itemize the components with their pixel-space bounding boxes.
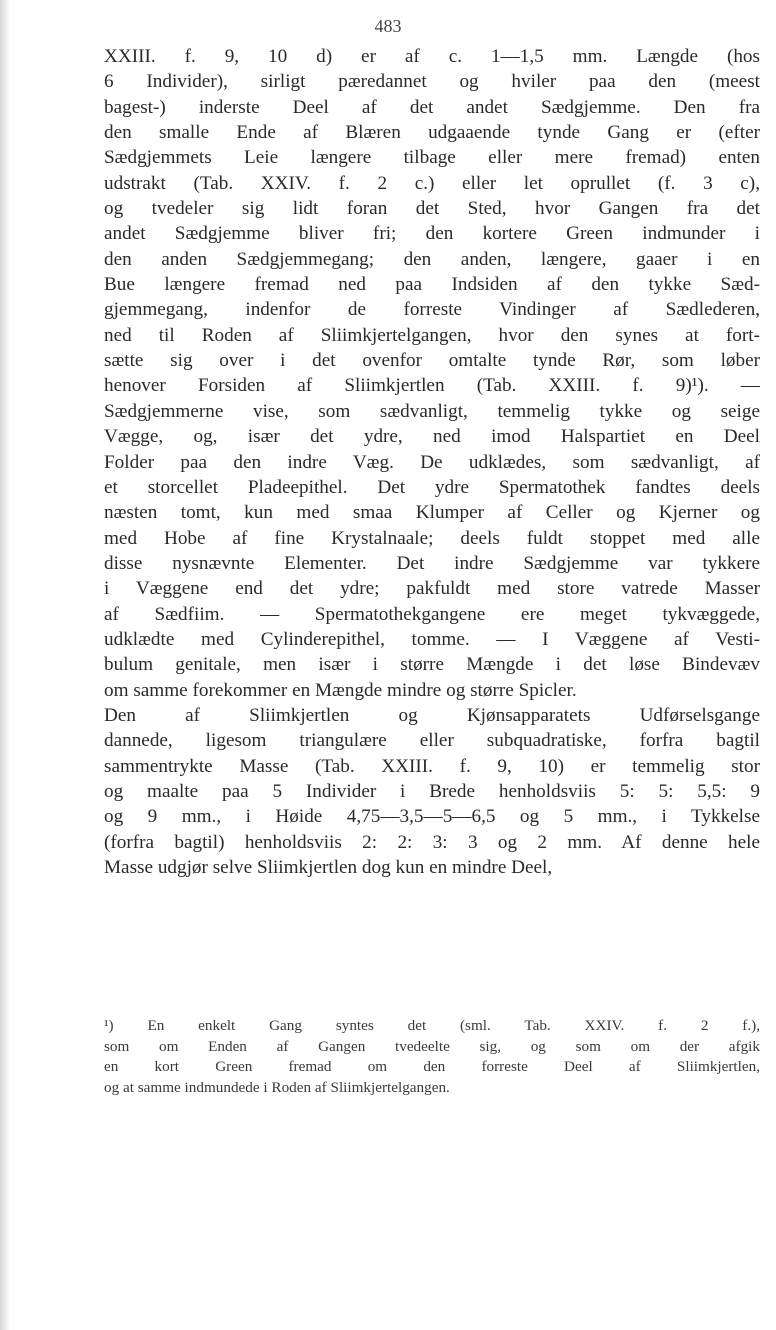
- text-line: (forfra bagtil) henholdsviis 2: 2: 3: 3 og 2 mm. Af denne hele: [104, 831, 760, 853]
- text-line: i Væggene end det ydre; pakfuldt med store vatrede Masser: [104, 578, 760, 600]
- text-line: 6 Individer), sirligt pæredannet og hviler paa den (meest: [104, 71, 760, 93]
- text-line: og 9 mm., i Høide 4,75—3,5—5—6,5 og 5 mm., i Tykkelse: [104, 806, 760, 828]
- footnote-line: som om Enden af Gangen tvedeelte sig, og som om der afgik: [104, 1037, 760, 1055]
- text-line: og maalte paa 5 Individer i Brede henholdsviis 5: 5: 5,5: 9: [104, 780, 760, 802]
- text-line: med Hobe af fine Krystalnaale; deels fuldt stoppet med alle: [104, 527, 760, 549]
- text-line: den smalle Ende af Blæren udgaaende tynde Gang er (efter: [104, 122, 760, 144]
- text-line: udstrakt (Tab. XXIV. f. 2 c.) eller let oprullet (f. 3 c),: [104, 172, 760, 194]
- text-line: Folder paa den indre Væg. De udklædes, som sædvanligt, af: [104, 451, 760, 473]
- text-line: disse nysnævnte Elementer. Det indre Sædgjemme var tykkere: [104, 552, 760, 574]
- footnote-line: ¹) En enkelt Gang syntes det (sml. Tab. XXIV. f. 2 f.),: [104, 1017, 760, 1034]
- text-line: XXIII. f. 9, 10 d) er af c. 1—1,5 mm. Længde (hos: [104, 46, 760, 67]
- text-line: bulum genitale, men især i større Mængde i det løse Bindevæv: [104, 654, 760, 676]
- footnote-line: og at samme indmundede i Roden af Sliimkjertelgangen.: [104, 1078, 450, 1096]
- body-text: [104, 44, 760, 880]
- text-line: og tvedeler sig lidt foran det Sted, hvor Gangen fra det: [104, 198, 760, 220]
- text-line: sammentrykte Masse (Tab. XXIII. f. 9, 10) er temmelig stor: [104, 755, 760, 777]
- text-line: den anden Sædgjemmegang; den anden, længere, gaaer i en: [104, 248, 760, 270]
- text-line: bagest-) inderste Deel af det andet Sædgjemme. Den fra: [104, 96, 760, 118]
- text-line: Den af Sliimkjertlen og Kjønsapparatets Udførselsgange: [104, 704, 760, 726]
- text-line: udklædte med Cylinderepithel, tomme. — I Væggene af Vesti-: [104, 628, 760, 650]
- text-line: ned til Roden af Sliimkjertelgangen, hvor den synes at fort-: [104, 324, 760, 346]
- text-line: et storcellet Pladeepithel. Det ydre Spermatothek fandtes deels: [104, 476, 760, 498]
- footnotes: [104, 1016, 760, 1098]
- text-line: af Sædfiim. — Spermatothekgangene ere meget tykvæggede,: [104, 603, 760, 625]
- text-line: dannede, ligesom triangulære eller subquadratiske, forfra bagtil: [104, 730, 760, 752]
- text-line: næsten tomt, kun med smaa Klumper af Celler og Kjerner og: [104, 502, 760, 524]
- text-line: Sædgjemmerne vise, som sædvanligt, temmelig tykke og seige: [104, 400, 760, 422]
- text-line: sætte sig over i det ovenfor omtalte tynde Rør, som løber: [104, 350, 760, 372]
- text-line: Sædgjemmets Leie længere tilbage eller mere fremad) enten: [104, 147, 760, 169]
- page-number: 483: [374, 16, 402, 36]
- text-line: henover Forsiden af Sliimkjertlen (Tab. XXIII. f. 9)¹). —: [104, 375, 760, 397]
- text-line: gjemmegang, indenfor de forreste Vindinger af Sædlederen,: [104, 299, 760, 321]
- text-line: Masse udgjør selve Sliimkjertlen dog kun en mindre Deel,: [104, 857, 553, 878]
- footnote-line: en kort Green fremad om den forreste Deel af Sliimkjertlen,: [104, 1058, 760, 1076]
- text-line: andet Sædgjemme bliver fri; den kortere Green indmunder i: [104, 223, 760, 245]
- text-line: Bue længere fremad ned paa Indsiden af den tykke Sæd-: [104, 274, 760, 296]
- binding-shadow: [0, 0, 10, 1330]
- text-line: Vægge, og, især det ydre, ned imod Halspartiet en Deel: [104, 426, 760, 448]
- text-line: om samme forekommer en Mængde mindre og større Spicler.: [104, 679, 577, 701]
